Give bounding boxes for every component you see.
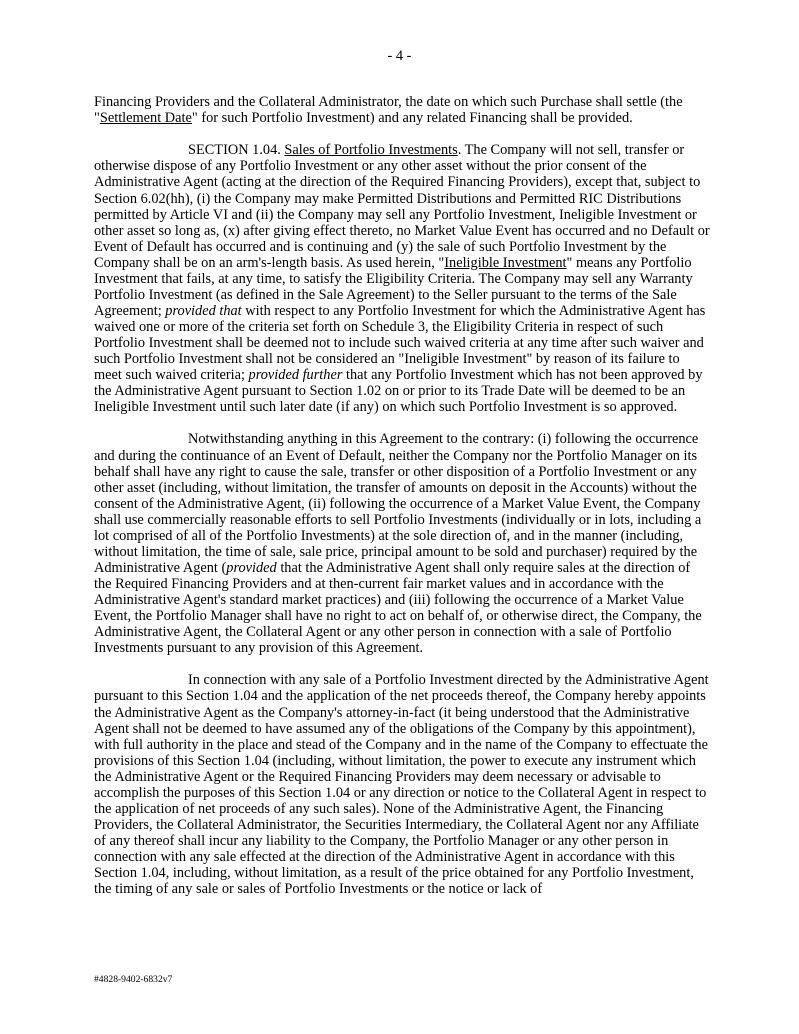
text-run: Financing Providers and the Collateral Administrator, the date on which such Purchase shall settle (the " (94, 94, 683, 127)
defined-term-settlement-date: Settlement Date (99, 110, 192, 127)
text-run: that the Administrative Agent shall only require sales at the direction of the Required Financing Providers and at then-current fair market values and in accordance with the Administrative Agent's standard market practices) and (iii) following the occurrence of a Market Value Event, the Portfolio Manager shall have no right to act on behalf of, or otherwise direct, the Company, the Administrative Agent, the Collateral Agent or any other person in connection with a sale of Portfolio Investments pursuant to any provision of this Agreement. (94, 559, 702, 657)
section-number: SECTION 1.04. (188, 142, 285, 159)
paragraph-settlement-date (94, 94, 710, 126)
italic-term: provided (226, 559, 277, 576)
text-run: . The Company will not sell, transfer or otherwise dispose of any Portfolio Investment or any other asset without the prior consent of the Administrative Agent (acting at the direction of the Required Financing Providers), except that, subject to Section 6.02(hh), (i) the Company may make Permitted Distributions and Permitted RIC Distributions permitted by Article VI and (ii) the Company may sell any Portfolio Investment, Ineligible Investment or other asset so long as, (x) after giving effect thereto, no Market Value Event has occurred and no Default or Event of Default has occurred and is continuing and (y) the sale of such Portfolio Investment by the Company shall be on an arm's-length basis. As used herein, " (94, 142, 710, 271)
text-run: " for such Portfolio Investment) and any related Financing shall be provided. (191, 110, 633, 127)
section-heading: Sales of Portfolio Investments (284, 142, 458, 159)
italic-term: provided further (248, 367, 343, 384)
text-run: Notwithstanding anything in this Agreement to the contrary: (i) following the occurrence and during the continuance of an Event of Default, neither the Company nor the Portfolio Manager on its behalf shall have any right to cause the sale, transfer or other disposition of a Portfolio Investment or any other asset (including, without limitation, the transfer of amounts on deposit in the Accounts) without the consent of the Administrative Agent, (ii) following the occurrence of a Market Value Event, the Company shall use commercially reasonable efforts to sell Portfolio Investments (individually or in lots, including a lot comprised of all of the Portfolio Investments) at the sole direction of, and in the manner (including, without limitation, the time of sale, sale price, principal amount to be sold and purchaser) required by the Administrative Agent ( (94, 431, 702, 576)
text-run: with respect to any Portfolio Investment for which the Administrative Agent has waived one or more of the criteria set forth on Schedule 3, the Eligibility Criteria in respect of such Portfolio Investment shall be deemed not to include such waived criteria at any time after such waiver and such Portfolio Investment shall not be considered an "Ineligible Investment" by reason of its failure to meet such waived criteria; (94, 302, 706, 384)
italic-term: provided that (165, 302, 242, 319)
text-run: " means any Portfolio Investment that fails, at any time, to satisfy the Eligibility Criteria. The Company may sell any Warranty Portfolio Investment (as defined in the Sale Agreement) to the Seller pursuant to the terms of the Sale Agreement; (94, 254, 693, 319)
document-body (94, 94, 710, 913)
document-id-footer: #4828-9402-6832v7 (94, 974, 173, 985)
defined-term-ineligible-investment: Ineligible Investment (444, 254, 567, 271)
paragraph-notwithstanding (94, 431, 710, 656)
text-run: In connection with any sale of a Portfolio Investment directed by the Administrative Agent pursuant to this Section 1.04 and the application of the net proceeds thereof, the Company hereby appoints the Administrative Agent as the Company's attorney-in-fact (it being understood that the Administrative Agent shall not be deemed to have assumed any of the obligations of the Company by this appointment), with full authority in the place and stead of the Company and in the name of the Company to effectuate the provisions of this Section 1.04 (including, without limitation, the power to execute any instrument which the Administrative Agent or the Required Financing Providers may deem necessary or advisable to accomplish the purposes of this Section 1.04 or any direction or notice to the Collateral Agent in respect to the application of net proceeds of any such sales). None of the Administrative Agent, the Financing Providers, the Collateral Administrator, the Securities Intermediary, the Collateral Agent nor any Affiliate of any thereof shall incur any liability to the Company, the Portfolio Manager or any other person in connection with any sale effected at the direction of the Administrative Agent in accordance with this Section 1.04, including, without limitation, as a result of the price obtained for any Portfolio Investment, the timing of any sale or sales of Portfolio Investments or the notice or lack of (94, 672, 709, 898)
page-number: - 4 - (387, 48, 412, 64)
paragraph-attorney-in-fact (94, 672, 710, 897)
paragraph-section-1-04 (94, 142, 710, 415)
text-run: that any Portfolio Investment which has not been approved by the Administrative Agent pursuant to Section 1.02 on or prior to its Trade Date will be deemed to be an Ineligible Investment until such later date (if any) on which such Portfolio Investment is so approved. (94, 367, 703, 416)
